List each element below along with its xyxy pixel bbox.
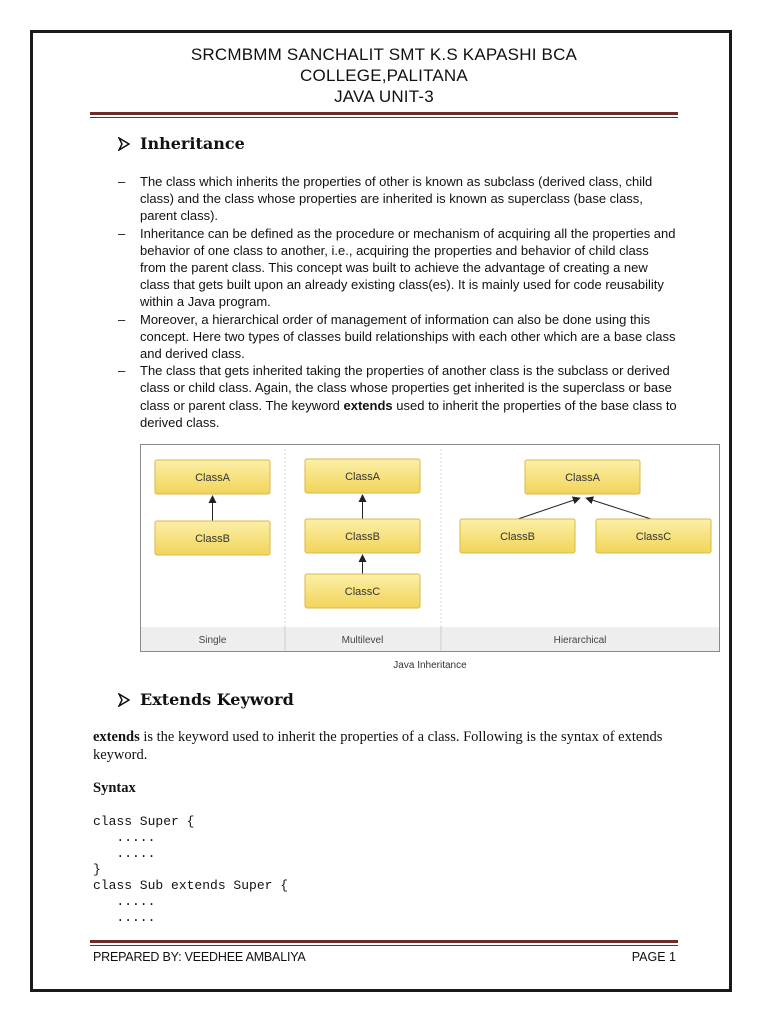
extends-heading	[118, 690, 294, 709]
list-item	[118, 311, 678, 363]
bullet-text: Moreover, a hierarchical order of management of information can also be done using this concept. Here two types of classes build relationships with each other which are a base class and derived class.	[140, 311, 676, 362]
multilevel-type-label: Multilevel	[341, 635, 384, 646]
header-line-1: SRCMBMM SANCHALIT SMT K.S KAPASHI BCA	[190, 45, 578, 64]
label-bar	[141, 627, 719, 651]
extends-keyword: extends	[343, 397, 393, 413]
single-classa-label: ClassA	[195, 472, 230, 484]
inheritance-bullet-list	[118, 173, 678, 431]
hierarchical-arrow-right	[589, 499, 651, 519]
header-line-2: COLLEGE,PALITANA	[300, 66, 468, 85]
single-classa-box	[155, 460, 270, 494]
dash-marker: –	[118, 174, 126, 189]
header-rule-thin	[90, 117, 678, 118]
hierarchical-classb-box	[460, 519, 575, 553]
dash-marker: –	[118, 311, 126, 327]
footer-rule-thick	[90, 940, 678, 943]
single-type-label: Single	[198, 635, 227, 646]
header-line-3: JAVA UNIT-3	[334, 87, 434, 106]
bullet-text-part1: The class that gets inherited taking the properties of another class is the subclass or derived class or child class. Again, the class whose properties get inherited is the superclass or base class or parent class. The keyword	[140, 363, 672, 413]
bullet-text: The class which inherits the properties of other is known as subclass (derived class, child class) and the class whose properties are inherited is known as superclass (base class, parent class).	[140, 174, 653, 224]
dash-marker: –	[118, 363, 126, 379]
inheritance-heading-text: Inheritance	[140, 134, 245, 153]
multilevel-classc-box	[305, 574, 420, 608]
multilevel-classa-box	[305, 459, 420, 493]
diagram-caption: Java Inheritance	[393, 660, 467, 671]
hierarchical-classc-box	[596, 519, 711, 553]
list-item	[118, 173, 678, 225]
hierarchical-type-label: Hierarchical	[553, 635, 607, 646]
inheritance-diagram-svg	[141, 445, 719, 651]
footer-rule-thin	[90, 945, 678, 946]
hierarchical-classc-label: ClassC	[635, 531, 672, 543]
bullet-text: Inheritance can be defined as the procedure or mechanism of acquiring all the properties and behavior of one class to another, i.e., acquiring the properties and behavior of child class from the parent class. This concept was built to achieve the advantage of creating a new class that gets built upon an already existing class(es). It is mainly used for code reusability within a Java program.	[140, 225, 676, 310]
hierarchical-classa-box	[525, 460, 640, 494]
hierarchical-classb-label: ClassB	[500, 531, 535, 543]
arrow-bullet-icon	[118, 137, 130, 151]
hierarchical-arrow-left	[518, 499, 577, 519]
bullet-text-part2: used to inherit the properties of the base class to derived class.	[140, 397, 677, 430]
extends-heading-text: Extends Keyword	[140, 690, 294, 709]
extends-paragraph	[93, 728, 683, 764]
inheritance-heading	[118, 134, 245, 153]
inheritance-diagram	[140, 444, 720, 652]
single-classb-label: ClassB	[195, 533, 230, 545]
syntax-label: Syntax	[93, 780, 136, 796]
hierarchical-classa-label: ClassA	[565, 472, 600, 484]
document-header	[60, 44, 708, 107]
extends-paragraph-text: is the keyword used to inherit the properties of a class. Following is the syntax of extends keyword.	[93, 729, 663, 763]
code-block: class Super { ..... ..... } class Sub extends Super { ..... .....	[93, 814, 289, 925]
header-rule-thick	[90, 112, 678, 115]
single-classb-box	[155, 521, 270, 555]
list-item	[118, 362, 678, 431]
list-item	[118, 225, 678, 311]
multilevel-classb-label: ClassB	[345, 531, 380, 543]
multilevel-classa-label: ClassA	[345, 471, 380, 483]
extends-keyword: extends	[93, 729, 140, 745]
multilevel-classb-box	[305, 519, 420, 553]
footer-page-number: PAGE 1	[631, 950, 676, 964]
multilevel-classc-label: ClassC	[344, 586, 381, 598]
arrow-bullet-icon	[118, 693, 130, 707]
dash-marker: –	[118, 225, 126, 241]
footer-author: PREPARED BY: VEEDHEE AMBALIYA	[93, 950, 306, 964]
